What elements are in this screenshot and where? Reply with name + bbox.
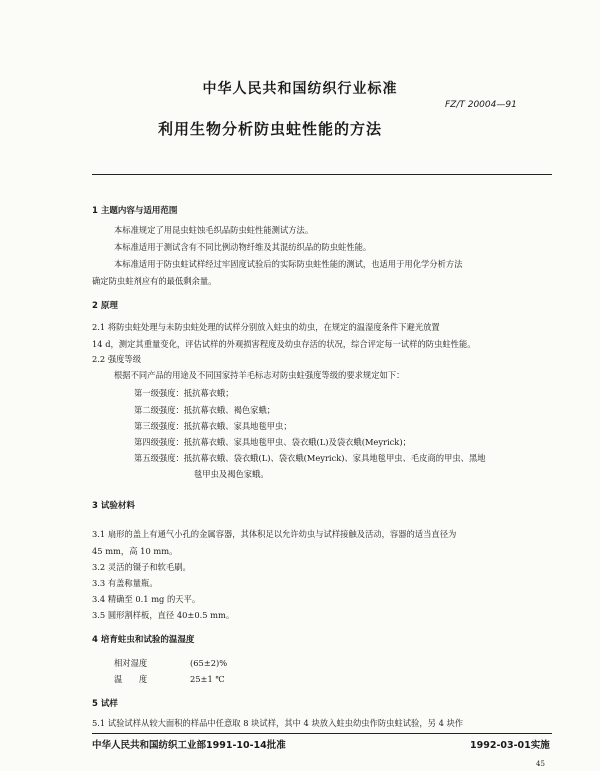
sec1-paragraph-1: 本标准规定了用昆虫蛀蚀毛织品防虫蛀性能测试方法。	[114, 225, 314, 235]
issuing-organization: 中华人民共和国纺织行业标准	[202, 81, 398, 97]
sec1-paragraph-3-cont: 确定防虫蛀剂应有的最低剩余量。	[92, 276, 217, 286]
temperature-label: 温 度	[114, 674, 148, 684]
section-3-heading: 3 试验材料	[92, 501, 135, 511]
grade-5: 第五级强度：抵抗幕衣蛾、袋衣蛾(L)、袋衣蛾(Meyrick)、家具地毯甲虫、毛皮商的甲虫、黑地	[134, 453, 486, 463]
clause-3-2: 3.2 灵活的镊子和软毛刷。	[92, 562, 191, 572]
page-number: 45	[536, 760, 545, 768]
header-rule	[92, 174, 552, 175]
section-4-heading: 4 培育蛀虫和试验的温湿度	[92, 635, 195, 645]
clause-3-1: 3.1 扇形的盖上有通气小孔的金属容器，其体积足以允许幼虫与试样接触及活动，容器的适当直径为	[92, 529, 457, 539]
clause-5-1: 5.1 试验试样从较大面积的样品中任意取 8 块试样，其中 4 块放入蛀虫幼虫作防虫蛀试验，另 4 块作	[92, 718, 464, 728]
grade-4: 第四级强度：抵抗幕衣蛾、家具地毯甲虫、袋衣蛾(L)及袋衣蛾(Meyrick)；	[134, 437, 411, 447]
section-2-heading: 2 原理	[92, 301, 118, 311]
document-title: 利用生物分析防虫蛀性能的方法	[158, 120, 383, 138]
footer-rule	[92, 733, 552, 734]
sec1-paragraph-3: 本标准适用于防虫蛀试样经过牢固度试验后的实际防虫蛀性能的测试，也适用于用化学分析方法	[114, 259, 463, 269]
humidity-label: 相对湿度	[114, 658, 148, 668]
clause-2-1: 2.1 将防虫蛀处理与未防虫蛀处理的试样分别放入蛀虫的幼虫，在规定的温湿度条件下避光放置	[92, 322, 440, 332]
effective-date: 1992-03-01实施	[470, 740, 550, 751]
grade-3: 第三级强度：抵抗幕衣蛾、家具地毯甲虫；	[134, 421, 292, 431]
section-1-heading: 1 主题内容与适用范围	[92, 206, 178, 216]
standard-code: FZ/T 20004—91	[445, 100, 517, 110]
clause-2-2: 2.2 强度等级	[92, 354, 142, 364]
clause-3-4: 3.4 精确至 0.1 mg 的天平。	[92, 594, 201, 604]
sec1-paragraph-2: 本标准适用于测试含有不同比例动物纤维及其混纺织品的防虫蛀性能。	[114, 242, 372, 252]
grade-1: 第一级强度：抵抗幕衣蛾；	[134, 388, 234, 398]
grade-intro: 根据不同产品的用途及不同国家持羊毛标志对防虫蛀强度等级的要求规定如下：	[114, 370, 405, 380]
humidity-value: (65±2)%	[190, 658, 228, 668]
clause-3-1-cont: 45 mm，高 10 mm。	[92, 546, 178, 556]
clause-3-3: 3.3 有盖称量瓶。	[92, 578, 158, 588]
temperature-value: 25±1 ℃	[190, 674, 225, 684]
clause-2-1-cont: 14 d，测定其重量变化，评估试样的外观损害程度及幼虫存活的状况，综合评定每一试样的防虫蛀性能。	[92, 339, 476, 349]
clause-3-5: 3.5 圆形割样板，直径 40±0.5 mm。	[92, 610, 235, 620]
section-5-heading: 5 试样	[92, 699, 118, 709]
grade-2: 第二级强度：抵抗幕衣蛾、褐色家蛾；	[134, 405, 276, 415]
approval-date: 中华人民共和国纺织工业部1991-10-14批准	[92, 740, 286, 751]
grade-5-cont: 毯甲虫及褐色家蛾。	[194, 469, 269, 479]
